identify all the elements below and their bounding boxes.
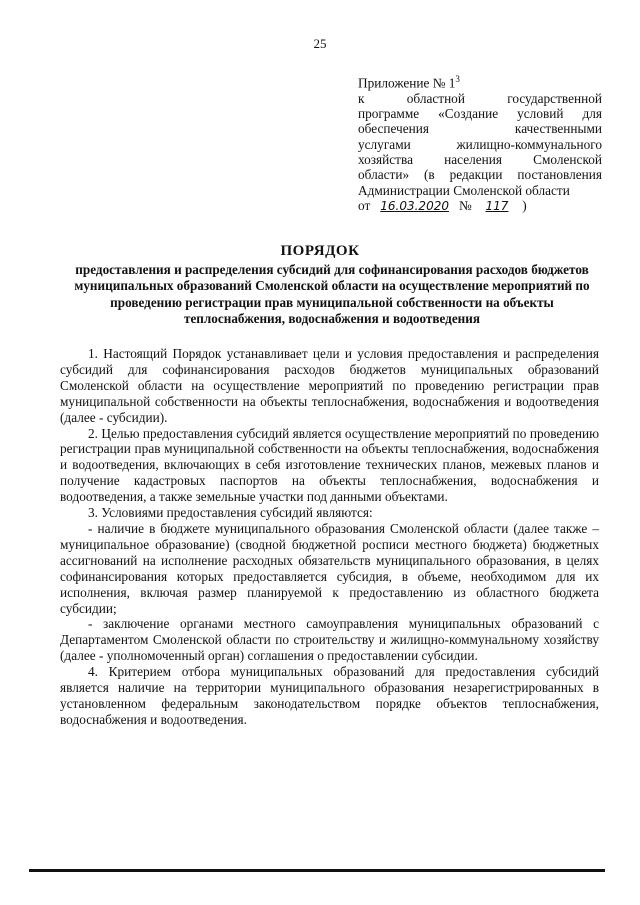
appendix-title-text: Приложение № 1 (358, 75, 456, 91)
page-number: 25 (313, 36, 327, 51)
appendix-title (358, 72, 602, 91)
appendix-title-sup: 3 (455, 74, 460, 84)
number-prefix: № (458, 197, 472, 213)
appendix-line-4: услугами жилищно-коммунального (358, 136, 602, 152)
appendix-line-6: области» (в редакции постановления (358, 167, 602, 183)
handwritten-number: 117 (485, 198, 509, 213)
footer-rule (29, 869, 605, 872)
document-body (60, 346, 599, 728)
appendix-date-line (358, 198, 602, 214)
appendix-block (358, 72, 602, 214)
appendix-line-5: хозяйства населения Смоленской (358, 151, 602, 167)
handwritten-date: 16.03.2020 (380, 198, 449, 213)
paragraph-2: 2. Целью предоставления субсидий является осуществление мероприятий по проведению регистрации прав муниципальной собственности на объекты теплоснабжения, водоснабжения и водоотведения, включающих в себя изготовление технических планов, межевых планов и получение кадастровых паспортов на объекты теплоснабжения, водоснабжения и водоотведения, а также земельные участки под данными объектами. (60, 425, 599, 505)
document-subtitle: предоставления и распределения субсидий для софинансирования расходов бюджетов муниципальных образований Смоленской области на осуществление мероприятий по проведению регистрации прав муниципальной собственности на объекты теплоснабжения, водоснабжения и водоотведения (74, 262, 590, 327)
paragraph-3: 3. Условиями предоставления субсидий являются: (88, 505, 373, 521)
appendix-line-7: Администрации Смоленской области (358, 182, 570, 198)
document-title: ПОРЯДОК (280, 243, 360, 259)
paragraph-4: 4. Критерием отбора муниципальных образований для предоставления субсидий является наличие на территории муниципального образования незарегистрированных в установленном федеральным законодательством порядке объектов теплоснабжения, водоснабжения и водоотведения. (60, 664, 599, 727)
appendix-line-1: к областной государственной (358, 90, 602, 106)
close-paren: ) (522, 197, 527, 213)
paragraph-3-condition-2: - заключение органами местного самоуправления муниципальных образований с Департаментом Смоленской области по строительству и жилищно-коммунальному хозяйству (далее - уполномоченный орган) соглашения о предоставлении субсидии. (60, 616, 599, 664)
date-prefix: от (358, 197, 371, 213)
paragraph-1: 1. Настоящий Порядок устанавливает цели и условия предоставления и распределения субсидий для софинансирования расходов бюджетов муниципальных образований Смоленской области на осуществление мероприятий по проведению регистрации прав муниципальной собственности на объекты теплоснабжения, водоснабжения и водоотведения (далее - субсидии). (60, 346, 599, 425)
paragraph-3-condition-1: - наличие в бюджете муниципального образования Смоленской области (далее также – муниципальное образование) (сводной бюджетной росписи местного бюджета) бюджетных ассигнований на исполнение расходных обязательств муниципального образования, в целях софинансирования которых предоставляется субсидия, в объеме, необходимом для их исполнения, включая размер планируемой к предоставлению из областного бюджета субсидии; (60, 520, 599, 616)
appendix-line-3: обеспечения качественными (358, 121, 602, 137)
appendix-line-2: программе «Создание условий для (358, 106, 602, 122)
